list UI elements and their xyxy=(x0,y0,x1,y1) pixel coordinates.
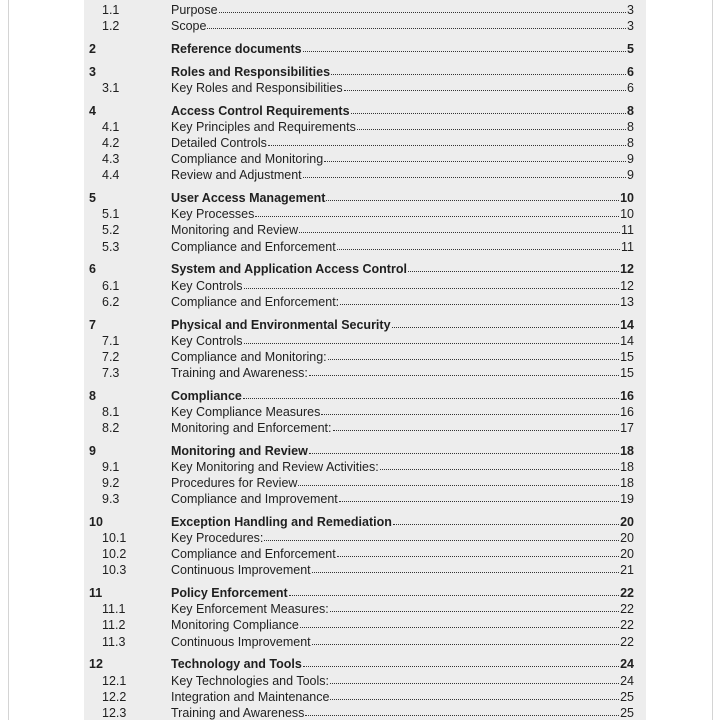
toc-page-number[interactable]: 18 xyxy=(620,459,634,474)
toc-dot-leader xyxy=(331,63,626,75)
toc-page-number[interactable]: 21 xyxy=(620,563,634,578)
toc-subentry[interactable] xyxy=(84,222,646,238)
toc-dot-leader xyxy=(309,442,619,454)
toc-page-number[interactable]: 25 xyxy=(620,705,634,720)
toc-page-number[interactable]: 8 xyxy=(627,120,634,134)
toc-subentry[interactable] xyxy=(84,239,646,255)
toc-subentry[interactable] xyxy=(84,689,646,705)
page-border-left xyxy=(8,0,9,720)
toc-section-number: 5.1 xyxy=(102,207,120,222)
toc-section-number: 4.2 xyxy=(102,136,120,151)
toc-section-title[interactable]: Access Control Requirements xyxy=(171,103,350,118)
toc-dot-leader xyxy=(337,545,619,557)
toc-dot-leader xyxy=(333,419,620,431)
toc-subentry[interactable] xyxy=(84,404,646,420)
toc-page-number[interactable]: 12 xyxy=(620,262,634,277)
toc-dot-leader xyxy=(330,672,619,684)
toc-section-number: 5 xyxy=(89,191,96,206)
toc-page-number[interactable]: 6 xyxy=(627,81,634,95)
toc-section-number: 9.1 xyxy=(102,459,120,474)
toc-dot-leader xyxy=(324,150,626,162)
toc-entry-row xyxy=(171,151,634,167)
toc-entry-row xyxy=(171,388,634,404)
toc-entry-row xyxy=(171,103,634,119)
toc-heading-entry[interactable] xyxy=(84,103,646,119)
toc-entry-row xyxy=(171,64,634,80)
table-of-contents xyxy=(84,0,646,720)
toc-subentry[interactable] xyxy=(84,18,646,34)
toc-section-title[interactable]: Key Processes xyxy=(171,207,255,222)
toc-section-number: 9.2 xyxy=(102,476,120,490)
toc-dot-leader xyxy=(243,387,619,399)
toc-section-title[interactable]: Technology and Tools xyxy=(171,657,302,672)
toc-section-title[interactable]: Monitoring and Review xyxy=(171,443,308,458)
toc-section-title[interactable]: Roles and Responsibilities xyxy=(171,64,331,79)
toc-section-number: 11.3 xyxy=(102,634,126,649)
toc-page-number[interactable]: 5 xyxy=(627,42,634,56)
toc-entry-row xyxy=(171,317,634,333)
toc-section-title[interactable]: Policy Enforcement xyxy=(171,586,288,601)
toc-section-title[interactable]: Compliance and Monitoring: xyxy=(171,349,327,364)
toc-section-number: 11 xyxy=(89,586,103,601)
toc-entry-row xyxy=(171,617,634,633)
toc-page-number[interactable]: 8 xyxy=(627,103,634,118)
toc-entry-row xyxy=(171,119,634,135)
toc-section-title[interactable]: Compliance and Improvement xyxy=(171,492,338,507)
toc-section-number: 12.1 xyxy=(102,673,127,688)
toc-page-number[interactable]: 18 xyxy=(620,443,634,458)
toc-dot-leader xyxy=(305,704,619,716)
toc-page-number[interactable]: 20 xyxy=(620,531,634,546)
toc-section-number: 6.1 xyxy=(102,278,120,293)
toc-dot-leader xyxy=(309,364,619,376)
toc-subentry[interactable] xyxy=(84,459,646,475)
toc-section-number: 9 xyxy=(89,443,96,458)
toc-dot-leader xyxy=(298,474,619,486)
toc-section-number: 10 xyxy=(89,515,103,529)
toc-section-title[interactable]: Scope xyxy=(171,19,207,34)
toc-entry-row xyxy=(171,689,634,705)
toc-section-title[interactable]: Continuous Improvement xyxy=(171,634,311,649)
toc-dot-leader xyxy=(300,616,619,628)
toc-heading-entry[interactable] xyxy=(84,190,646,206)
toc-section-number: 7 xyxy=(89,317,96,332)
toc-page-number[interactable]: 16 xyxy=(620,404,634,419)
toc-section-title[interactable]: Compliance and Enforcement xyxy=(171,547,336,562)
toc-heading-entry[interactable] xyxy=(84,514,646,530)
toc-section-title[interactable]: Monitoring and Enforcement: xyxy=(171,420,332,435)
toc-dot-leader xyxy=(393,513,619,525)
toc-entry-row xyxy=(171,333,634,349)
toc-section-number: 10.1 xyxy=(102,531,127,546)
toc-page-number[interactable]: 14 xyxy=(620,317,634,332)
toc-entry-row xyxy=(171,585,634,601)
toc-subentry[interactable] xyxy=(84,2,646,18)
toc-section-title[interactable]: Monitoring Compliance xyxy=(171,618,299,633)
toc-page-number[interactable]: 22 xyxy=(620,618,634,633)
toc-subentry[interactable] xyxy=(84,151,646,167)
toc-dot-leader xyxy=(303,655,619,667)
toc-section-title[interactable]: Key Compliance Measures xyxy=(171,404,321,419)
toc-section-number: 12.3 xyxy=(102,705,127,720)
toc-section-number: 2 xyxy=(89,42,96,56)
toc-subentry[interactable] xyxy=(84,135,646,151)
toc-section-title[interactable]: Key Monitoring and Review Activities: xyxy=(171,459,379,474)
toc-section-title[interactable]: Integration and Maintenance xyxy=(171,689,330,704)
toc-entry-row xyxy=(171,443,634,459)
toc-page-number[interactable]: 3 xyxy=(627,3,634,17)
toc-section-title[interactable]: Compliance xyxy=(171,388,242,403)
toc-entry-row xyxy=(171,459,634,475)
toc-subentry[interactable] xyxy=(84,546,646,562)
toc-page-number[interactable]: 6 xyxy=(627,64,634,79)
toc-entry-row xyxy=(171,546,634,562)
toc-dot-leader xyxy=(408,260,619,272)
toc-section-title[interactable]: Compliance and Enforcement xyxy=(171,239,336,254)
toc-section-title[interactable]: Physical and Environmental Security xyxy=(171,317,391,332)
toc-page-number[interactable]: 12 xyxy=(620,278,634,293)
toc-section-number: 5.2 xyxy=(102,223,120,238)
page-border-right xyxy=(712,0,713,720)
toc-section-number: 8.1 xyxy=(102,404,120,419)
toc-entry-row xyxy=(171,673,634,689)
toc-subentry[interactable] xyxy=(84,601,646,617)
toc-page-number[interactable]: 11 xyxy=(621,239,634,254)
toc-subentry[interactable] xyxy=(84,333,646,349)
toc-subentry[interactable] xyxy=(84,617,646,633)
toc-entry-row xyxy=(171,41,634,57)
toc-section-number: 10.2 xyxy=(102,547,127,562)
toc-entry-row xyxy=(171,365,634,381)
toc-dot-leader xyxy=(326,189,619,201)
toc-dot-leader xyxy=(219,1,626,13)
toc-subentry[interactable] xyxy=(84,634,646,650)
toc-page-number[interactable]: 9 xyxy=(627,152,634,167)
toc-section-number: 12.2 xyxy=(102,689,127,704)
toc-page-number[interactable]: 8 xyxy=(627,136,634,151)
toc-section-number: 1.2 xyxy=(102,19,120,34)
toc-section-number: 5.3 xyxy=(102,239,120,254)
toc-page-number[interactable]: 15 xyxy=(620,365,634,380)
toc-section-number: 7.1 xyxy=(102,333,120,348)
toc-subentry[interactable] xyxy=(84,206,646,222)
toc-section-title[interactable]: System and Application Access Control xyxy=(171,262,407,277)
toc-dot-leader xyxy=(330,600,619,612)
toc-subentry[interactable] xyxy=(84,349,646,365)
toc-section-title[interactable]: Continuous Improvement xyxy=(171,563,311,578)
toc-section-number: 4 xyxy=(89,103,96,118)
toc-dot-leader xyxy=(321,403,619,415)
toc-page-number[interactable]: 13 xyxy=(620,294,634,309)
toc-subentry[interactable] xyxy=(84,475,646,491)
toc-heading-entry[interactable] xyxy=(84,41,646,57)
toc-entry-row xyxy=(171,261,634,277)
toc-section-number: 10.3 xyxy=(102,563,127,578)
toc-section-number: 1.1 xyxy=(102,3,120,17)
toc-dot-leader xyxy=(244,332,620,344)
toc-subentry[interactable] xyxy=(84,420,646,436)
toc-subentry[interactable] xyxy=(84,294,646,310)
toc-entry-row xyxy=(171,475,634,491)
toc-heading-entry[interactable] xyxy=(84,656,646,672)
toc-dot-leader xyxy=(264,529,619,541)
toc-entry-row xyxy=(171,491,634,507)
toc-section-title[interactable]: Key Procedures: xyxy=(171,531,264,546)
toc-entry-row xyxy=(171,656,634,672)
toc-heading-entry[interactable] xyxy=(84,443,646,459)
toc-page-number[interactable]: 9 xyxy=(627,168,634,183)
toc-subentry[interactable] xyxy=(84,365,646,381)
toc-dot-leader xyxy=(303,40,626,52)
toc-dot-leader xyxy=(312,561,619,573)
toc-heading-entry[interactable] xyxy=(84,388,646,404)
toc-subentry[interactable] xyxy=(84,119,646,135)
toc-subentry[interactable] xyxy=(84,705,646,721)
toc-subentry[interactable] xyxy=(84,530,646,546)
toc-entry-row xyxy=(171,190,634,206)
toc-section-title[interactable]: Key Technologies and Tools: xyxy=(171,673,329,688)
toc-dot-leader xyxy=(312,633,619,645)
toc-entry-row xyxy=(171,2,634,18)
toc-section-number: 4.3 xyxy=(102,152,120,167)
toc-entry-row xyxy=(171,514,634,530)
toc-entry-row xyxy=(171,404,634,420)
toc-dot-leader xyxy=(244,277,620,289)
toc-section-title[interactable]: Training and Awareness: xyxy=(171,365,308,380)
toc-dot-leader xyxy=(380,458,619,470)
toc-dot-leader xyxy=(303,166,626,178)
toc-page-number[interactable]: 20 xyxy=(620,547,634,562)
toc-section-number: 6 xyxy=(89,262,96,277)
toc-entry-row xyxy=(171,222,634,238)
toc-subentry[interactable] xyxy=(84,80,646,96)
toc-page-number[interactable]: 20 xyxy=(620,515,634,529)
toc-subentry[interactable] xyxy=(84,491,646,507)
toc-page-number[interactable]: 24 xyxy=(620,673,634,688)
toc-page-number[interactable]: 10 xyxy=(620,191,634,206)
toc-section-title[interactable]: Key Principles and Requirements xyxy=(171,120,356,134)
toc-section-title[interactable]: Reference documents xyxy=(171,42,302,56)
toc-page-number[interactable]: 22 xyxy=(620,602,634,617)
toc-section-number: 8.2 xyxy=(102,420,120,435)
toc-entry-row xyxy=(171,420,634,436)
toc-entry-row xyxy=(171,294,634,310)
toc-section-number: 11.1 xyxy=(102,602,126,617)
toc-entry-row xyxy=(171,18,634,34)
toc-entry-row xyxy=(171,562,634,578)
toc-dot-leader xyxy=(337,238,620,250)
toc-entry-row xyxy=(171,135,634,151)
toc-dot-leader xyxy=(392,316,620,328)
toc-section-title[interactable]: Compliance and Monitoring xyxy=(171,152,324,167)
toc-dot-leader xyxy=(351,102,627,114)
toc-section-title[interactable]: Training and Awareness xyxy=(171,705,305,720)
toc-entry-row xyxy=(171,167,634,183)
toc-section-title[interactable]: Exception Handling and Remediation xyxy=(171,515,392,529)
toc-entry-row xyxy=(171,349,634,365)
toc-page-number[interactable]: 24 xyxy=(620,657,634,672)
toc-dot-leader xyxy=(330,688,619,700)
toc-page-number[interactable]: 10 xyxy=(620,207,634,222)
toc-section-number: 4.4 xyxy=(102,168,120,183)
toc-heading-entry[interactable] xyxy=(84,585,646,601)
toc-page-number[interactable]: 19 xyxy=(620,492,634,507)
toc-section-number: 9.3 xyxy=(102,492,120,507)
toc-section-number: 8 xyxy=(89,388,96,403)
toc-page-number[interactable]: 3 xyxy=(627,19,634,34)
toc-page-number[interactable]: 22 xyxy=(620,586,634,601)
toc-section-title[interactable]: Procedures for Review xyxy=(171,476,298,490)
toc-page-number[interactable]: 16 xyxy=(620,388,634,403)
toc-entry-row xyxy=(171,206,634,222)
toc-entry-row xyxy=(171,278,634,294)
toc-section-title[interactable]: Detailed Controls xyxy=(171,136,267,151)
toc-page-number[interactable]: 11 xyxy=(621,223,634,238)
toc-entry-row xyxy=(171,634,634,650)
toc-section-title[interactable]: User Access Management xyxy=(171,191,326,206)
toc-dot-leader xyxy=(299,221,620,233)
toc-heading-entry[interactable] xyxy=(84,64,646,80)
toc-page-number[interactable]: 17 xyxy=(620,420,634,435)
toc-heading-entry[interactable] xyxy=(84,261,646,277)
toc-section-number: 11.2 xyxy=(102,618,126,633)
toc-page-number[interactable]: 18 xyxy=(620,476,634,490)
toc-entry-row xyxy=(171,705,634,721)
toc-page-number[interactable]: 25 xyxy=(620,689,634,704)
toc-entry-row xyxy=(171,530,634,546)
toc-subentry[interactable] xyxy=(84,278,646,294)
toc-dot-leader xyxy=(289,584,619,596)
toc-section-number: 4.1 xyxy=(102,120,120,134)
toc-dot-leader xyxy=(255,205,619,217)
toc-section-title[interactable]: Key Controls xyxy=(171,333,243,348)
toc-dot-leader xyxy=(344,79,626,91)
toc-section-title[interactable]: Key Enforcement Measures: xyxy=(171,602,329,617)
toc-section-number: 7.3 xyxy=(102,365,120,380)
toc-section-title[interactable]: Review and Adjustment xyxy=(171,168,302,183)
toc-section-title[interactable]: Key Controls xyxy=(171,278,243,293)
toc-dot-leader xyxy=(339,490,619,502)
toc-section-number: 7.2 xyxy=(102,349,120,364)
toc-section-title[interactable]: Compliance and Enforcement: xyxy=(171,294,340,309)
toc-section-number: 12 xyxy=(89,657,103,672)
toc-entry-row xyxy=(171,239,634,255)
toc-section-title[interactable]: Monitoring and Review xyxy=(171,223,299,238)
toc-dot-leader xyxy=(268,134,626,146)
toc-section-number: 6.2 xyxy=(102,294,120,309)
toc-section-number: 3 xyxy=(89,64,96,79)
toc-dot-leader xyxy=(207,17,626,29)
toc-dot-leader xyxy=(328,348,619,360)
toc-dot-leader xyxy=(357,118,626,130)
toc-section-title[interactable]: Key Roles and Responsibilities xyxy=(171,81,343,95)
toc-page-number[interactable]: 15 xyxy=(620,349,634,364)
toc-page-number[interactable]: 14 xyxy=(620,333,634,348)
toc-entry-row xyxy=(171,80,634,96)
toc-section-title[interactable]: Purpose xyxy=(171,3,218,17)
toc-section-number: 3.1 xyxy=(102,81,120,95)
toc-entry-row xyxy=(171,601,634,617)
toc-subentry[interactable] xyxy=(84,167,646,183)
toc-dot-leader xyxy=(340,293,619,305)
toc-subentry[interactable] xyxy=(84,673,646,689)
toc-subentry[interactable] xyxy=(84,562,646,578)
toc-page-number[interactable]: 22 xyxy=(620,634,634,649)
toc-heading-entry[interactable] xyxy=(84,317,646,333)
